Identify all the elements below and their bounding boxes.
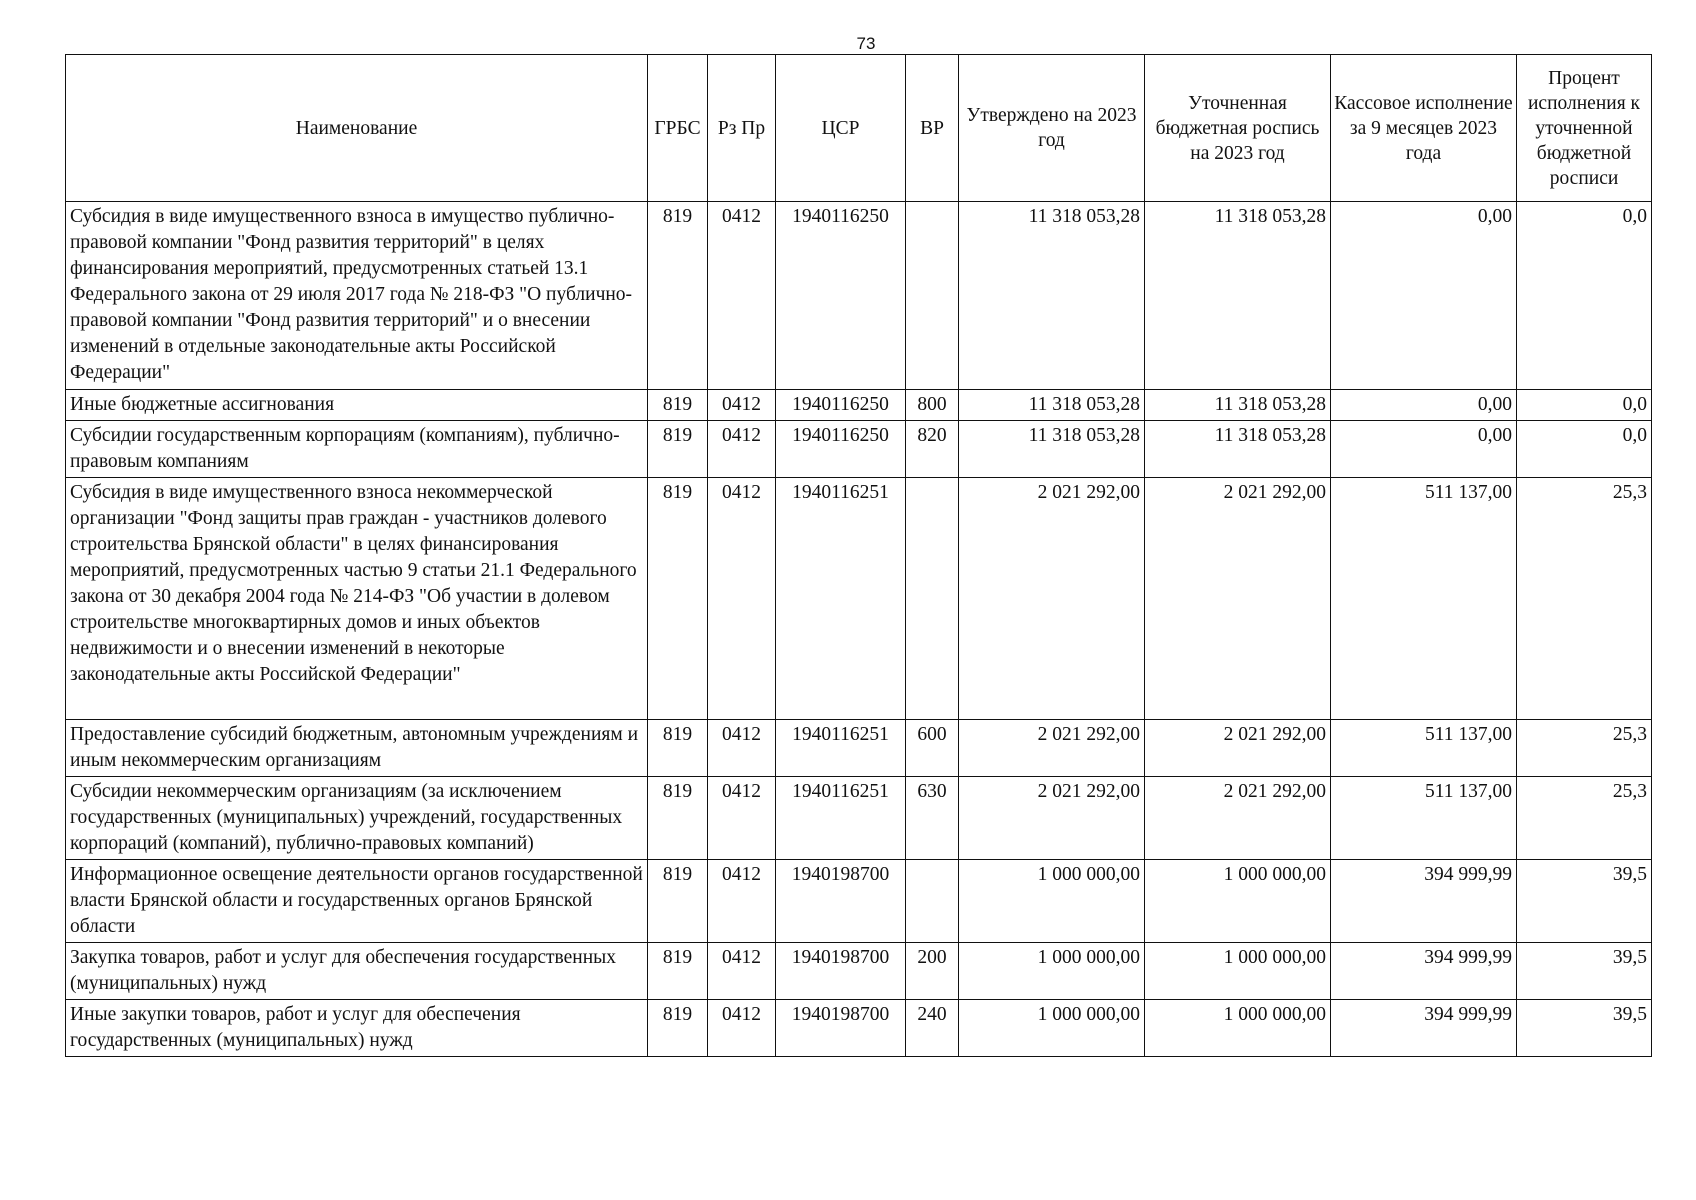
cell-rzpr: 0412 [708,202,776,390]
cell-approved: 11 318 053,28 [959,421,1145,478]
cell-csr: 1940198700 [776,860,906,943]
cell-csr: 1940116251 [776,720,906,777]
cell-cash: 394 999,99 [1331,860,1517,943]
table-row [66,421,1652,478]
cell-vr: 800 [906,390,959,421]
cell-refined: 1 000 000,00 [1145,860,1331,943]
cell-approved: 1 000 000,00 [959,1000,1145,1057]
cell-percent: 0,0 [1517,390,1652,421]
cell-name: Субсидия в виде имущественного взноса некоммерческой организации "Фонд защиты прав граждан - участников долевого строительства Брянской области" в целях финансирования мероприятий, предусмотренных частью 9 статьи 21.1 Федерального закона от 30 декабря 2004 года № 214-ФЗ "Об участии в долевом строительстве многоквартирных домов и иных объектов недвижимости и о внесении изменений в некоторые законодательные акты Российской Федерации" [66,478,648,720]
table-header-row [66,55,1652,202]
cell-approved: 2 021 292,00 [959,478,1145,720]
cell-name: Закупка товаров, работ и услуг для обеспечения государственных (муниципальных) нужд [66,943,648,1000]
cell-approved: 11 318 053,28 [959,202,1145,390]
cell-name: Информационное освещение деятельности органов государственной власти Брянской области и государственных органов Брянской области [66,860,648,943]
cell-refined: 11 318 053,28 [1145,202,1331,390]
cell-percent: 25,3 [1517,777,1652,860]
cell-csr: 1940116251 [776,478,906,720]
table-row [66,860,1652,943]
cell-refined: 2 021 292,00 [1145,720,1331,777]
cell-percent: 39,5 [1517,943,1652,1000]
header-approved: Утверждено на 2023 год [959,55,1145,202]
cell-cash: 511 137,00 [1331,777,1517,860]
cell-refined: 1 000 000,00 [1145,1000,1331,1057]
table-row [66,478,1652,720]
header-grbs: ГРБС [648,55,708,202]
table-row [66,1000,1652,1057]
cell-grbs: 819 [648,943,708,1000]
cell-name: Субсидия в виде имущественного взноса в имущество публично-правовой компании "Фонд развития территорий" в целях финансирования мероприятий, предусмотренных статьей 13.1 Федерального закона от 29 июля 2017 года № 218-ФЗ "О публично-правовой компании "Фонд развития территорий" и о внесении изменений в отдельные законодательные акты Российской Федерации" [66,202,648,390]
cell-approved: 2 021 292,00 [959,777,1145,860]
header-rzpr: Рз Пр [708,55,776,202]
cell-refined: 1 000 000,00 [1145,943,1331,1000]
cell-cash: 511 137,00 [1331,478,1517,720]
cell-cash: 511 137,00 [1331,720,1517,777]
table-row [66,943,1652,1000]
cell-rzpr: 0412 [708,943,776,1000]
cell-rzpr: 0412 [708,720,776,777]
cell-vr: 200 [906,943,959,1000]
page-number: 73 [856,34,876,53]
table-row [66,390,1652,421]
table-row [66,777,1652,860]
cell-refined: 2 021 292,00 [1145,478,1331,720]
cell-cash: 0,00 [1331,390,1517,421]
cell-approved: 1 000 000,00 [959,943,1145,1000]
cell-refined: 11 318 053,28 [1145,390,1331,421]
cell-vr: 630 [906,777,959,860]
cell-vr [906,860,959,943]
cell-approved: 1 000 000,00 [959,860,1145,943]
cell-rzpr: 0412 [708,390,776,421]
cell-grbs: 819 [648,421,708,478]
cell-grbs: 819 [648,390,708,421]
cell-percent: 0,0 [1517,202,1652,390]
budget-table [65,54,1652,1057]
cell-vr: 600 [906,720,959,777]
cell-refined: 2 021 292,00 [1145,777,1331,860]
cell-cash: 0,00 [1331,202,1517,390]
table-row [66,202,1652,390]
cell-csr: 1940116251 [776,777,906,860]
cell-grbs: 819 [648,860,708,943]
cell-vr [906,202,959,390]
cell-percent: 39,5 [1517,1000,1652,1057]
cell-rzpr: 0412 [708,421,776,478]
header-cash: Кассовое исполнение за 9 месяцев 2023 года [1331,55,1517,202]
header-refined: Уточненная бюджетная роспись на 2023 год [1145,55,1331,202]
cell-csr: 1940116250 [776,390,906,421]
cell-approved: 11 318 053,28 [959,390,1145,421]
cell-name: Субсидии некоммерческим организациям (за исключением государственных (муниципальных) учреждений, государственных корпораций (компаний), публично-правовых компаний) [66,777,648,860]
cell-percent: 25,3 [1517,720,1652,777]
cell-grbs: 819 [648,777,708,860]
cell-rzpr: 0412 [708,1000,776,1057]
header-csr: ЦСР [776,55,906,202]
cell-csr: 1940116250 [776,421,906,478]
cell-grbs: 819 [648,720,708,777]
cell-csr: 1940198700 [776,1000,906,1057]
cell-refined: 11 318 053,28 [1145,421,1331,478]
cell-rzpr: 0412 [708,777,776,860]
cell-vr: 820 [906,421,959,478]
cell-name: Предоставление субсидий бюджетным, автономным учреждениям и иным некоммерческим организациям [66,720,648,777]
cell-vr: 240 [906,1000,959,1057]
cell-csr: 1940198700 [776,943,906,1000]
cell-name: Иные закупки товаров, работ и услуг для обеспечения государственных (муниципальных) нужд [66,1000,648,1057]
header-vr: ВР [906,55,959,202]
cell-percent: 0,0 [1517,421,1652,478]
table-row [66,720,1652,777]
cell-cash: 394 999,99 [1331,943,1517,1000]
header-percent: Процент исполнения к уточненной бюджетной росписи [1517,55,1652,202]
cell-approved: 2 021 292,00 [959,720,1145,777]
cell-cash: 394 999,99 [1331,1000,1517,1057]
cell-grbs: 819 [648,1000,708,1057]
cell-csr: 1940116250 [776,202,906,390]
cell-rzpr: 0412 [708,860,776,943]
cell-cash: 0,00 [1331,421,1517,478]
cell-grbs: 819 [648,478,708,720]
cell-name: Иные бюджетные ассигнования [66,390,648,421]
cell-percent: 25,3 [1517,478,1652,720]
cell-grbs: 819 [648,202,708,390]
cell-vr [906,478,959,720]
header-name: Наименование [66,55,648,202]
cell-rzpr: 0412 [708,478,776,720]
cell-percent: 39,5 [1517,860,1652,943]
cell-name: Субсидии государственным корпорациям (компаниям), публично-правовым компаниям [66,421,648,478]
